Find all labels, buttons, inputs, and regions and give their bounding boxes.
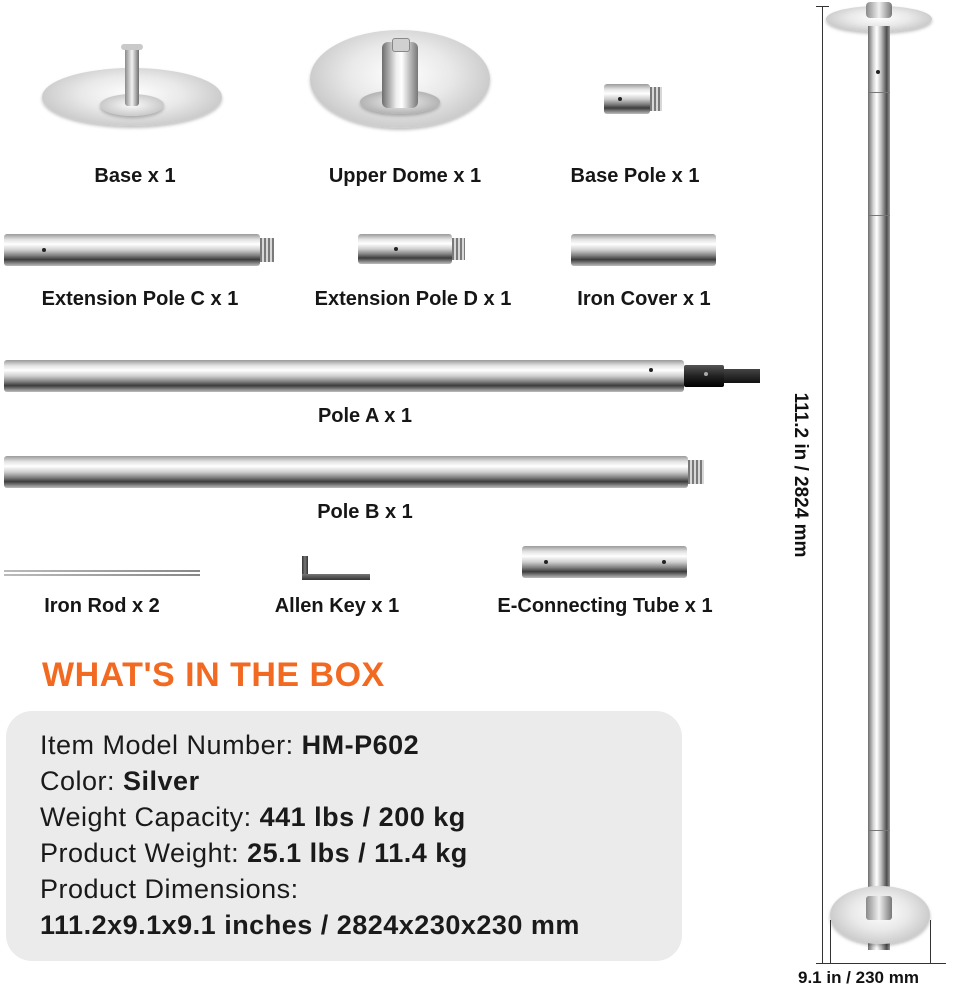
allen-key-label: Allen Key x 1 [274,595,400,617]
spec-dimensions-value: 111.2x9.1x9.1 inches / 2824x230x230 mm [40,910,580,940]
base-pole-image [604,84,662,114]
spec-model: Item Model Number: HM-P602 [40,730,420,760]
iron-rod-label: Iron Rod x 2 [44,595,160,617]
pole-b-label: Pole B x 1 [317,501,413,523]
spec-weight: Product Weight: 25.1 lbs / 11.4 kg [40,838,468,868]
allen-key-image [302,556,372,582]
pole-b-image [4,456,704,488]
upper-dome-image [310,30,490,130]
extension-pole-c-image [4,234,274,266]
extension-pole-d-image [358,234,465,264]
iron-rod-image [4,570,200,578]
e-connecting-tube-image [522,546,687,578]
iron-cover-image [571,234,716,266]
assembled-pole-image [800,0,961,990]
spec-color: Color: Silver [40,766,200,796]
e-connecting-tube-label: E-Connecting Tube x 1 [497,595,713,617]
base-label: Base x 1 [94,165,176,187]
pole-a-image [4,360,760,392]
extension-pole-c-label: Extension Pole C x 1 [41,288,239,310]
upper-dome-label: Upper Dome x 1 [328,165,482,187]
spec-capacity: Weight Capacity: 441 lbs / 200 kg [40,802,466,832]
extension-pole-d-label: Extension Pole D x 1 [314,288,512,310]
height-dimension-label: 111.2 in / 2824 mm [790,392,811,558]
whats-in-the-box-title: WHAT'S IN THE BOX [42,656,385,694]
pole-a-label: Pole A x 1 [317,405,413,427]
base-pole-label: Base Pole x 1 [570,165,700,187]
spec-dimensions-label: Product Dimensions: [40,874,299,904]
base-image [42,40,222,130]
iron-cover-label: Iron Cover x 1 [577,288,711,310]
width-dimension-label: 9.1 in / 230 mm [798,968,919,987]
